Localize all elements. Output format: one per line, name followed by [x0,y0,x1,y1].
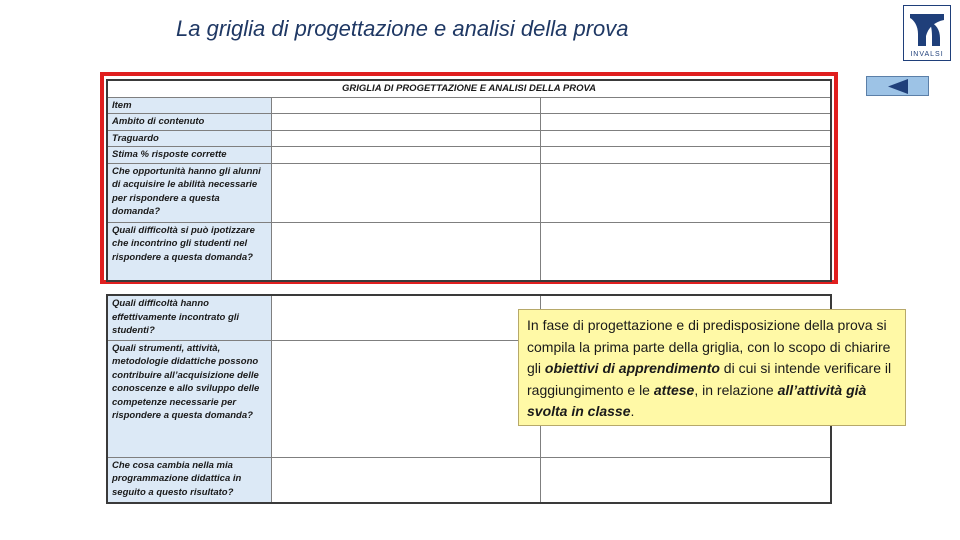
row-label: Traguardo [107,130,271,147]
row-label: Quali difficoltà hanno effettivamente incontrato gli studenti? [107,295,271,340]
grid-cell [271,147,540,164]
invalsi-logo [903,5,951,61]
grid-cell [271,130,540,147]
grid-cell [271,222,540,281]
triangle-left-icon [887,79,909,94]
grid-cell [271,163,540,222]
explanation-note [518,309,906,426]
note-text: di cui si intende verificare il raggiungimento e le [527,360,892,398]
grid-cell [540,130,831,147]
grid-cell [271,114,540,131]
grid-cell [540,147,831,164]
grid-cell [271,97,540,114]
grid-cell [271,340,540,457]
grid-cell [271,457,540,503]
row-label: Ambito di contenuto [107,114,271,131]
note-text: In fase di progettazione e di predisposizione della prova si compila la prima parte della griglia, con lo scopo di chiarire gli [527,317,891,376]
row-label: Item [107,97,271,114]
row-label: Quali difficoltà si può ipotizzare che incontrino gli studenti nel rispondere a questa domanda? [107,222,271,281]
note-emphasis: all’attività già svolta in classe [527,381,867,419]
note-emphasis: obiettivi di apprendimento [544,360,720,376]
note-text: , in relazione [694,381,778,398]
grid-cell [540,457,831,503]
slide-title: La griglia di progettazione e analisi della prova [176,16,629,41]
grid-cell [540,114,831,131]
row-label: Quali strumenti, attività, metodologie didattiche possono contribuire all’acquisizione delle conoscenze e allo sviluppo delle competenze necessarie per rispondere a questa domanda? [107,340,271,457]
note-text: . [630,403,635,419]
row-label: Che cosa cambia nella mia programmazione didattica in seguito a questo risultato? [107,457,271,503]
row-label: Stima % risposte corrette [107,147,271,164]
note-emphasis: attese [653,381,695,398]
grid-cell [540,97,831,114]
svg-text:INVALSI: INVALSI [910,51,944,58]
grid-header: GRIGLIA DI PROGETTAZIONE E ANALISI DELLA PROVA [107,80,831,97]
grid-cell [540,222,831,281]
grid-cell [540,163,831,222]
back-button[interactable] [866,76,929,96]
grid-cell [271,295,540,340]
row-label: Che opportunità hanno gli alunni di acquisire le abilità necessarie per rispondere a questa domanda? [107,163,271,222]
grid-first-part [106,79,832,282]
